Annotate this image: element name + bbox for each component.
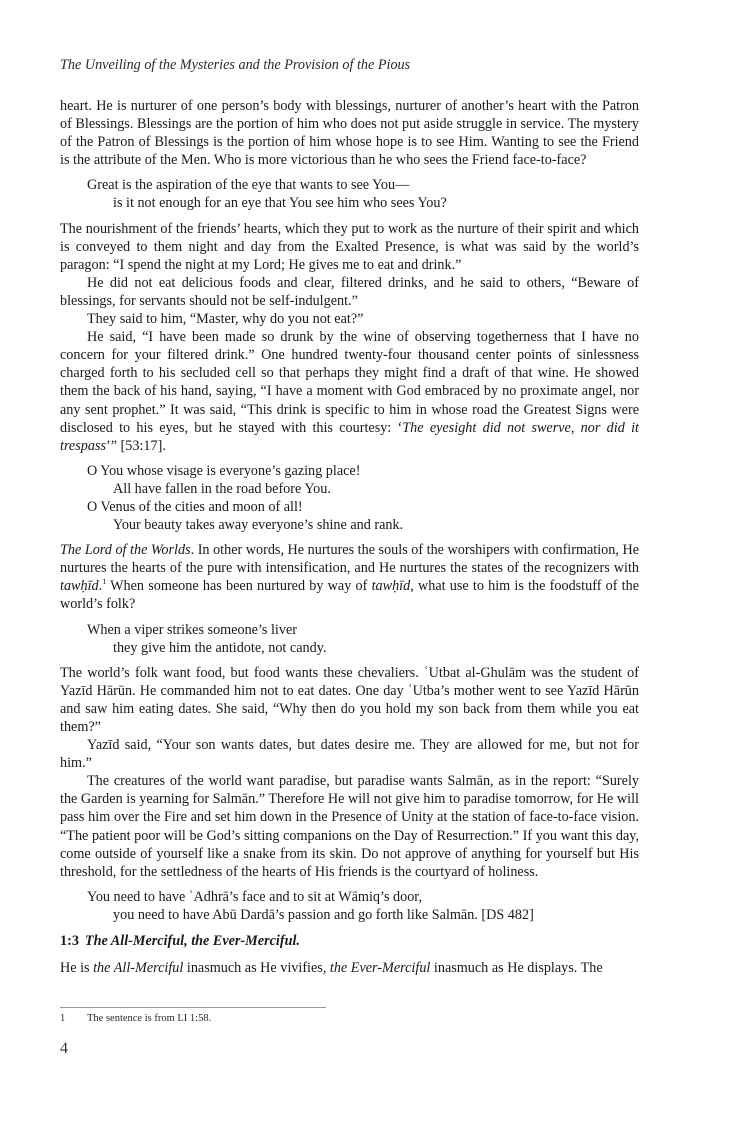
paragraph: Yazīd said, “Your son wants dates, but dates desire me. They are allowed for me, but not for him.”: [60, 737, 639, 772]
term: the Ever-Merciful: [329, 960, 431, 977]
verse-block: [87, 888, 639, 924]
footnote-number: 1: [60, 1013, 66, 1024]
footnote-reference[interactable]: 1: [102, 577, 107, 587]
section-title: The All-Merciful, the Ever-Merciful.: [84, 933, 300, 950]
section-heading: [60, 932, 639, 950]
verse-line-continuation: they give him the antidote, not candy.: [113, 639, 327, 656]
quran-quote: The eyesight did not swerve, nor did it trespass: [60, 419, 639, 454]
footnote-divider: [60, 1007, 326, 1008]
verse-line-continuation: you need to have Abū Dardā’s passion and go forth like Salmān. [DS 482]: [113, 906, 534, 923]
verse-line: Great is the aspiration of the eye that wants to see You—: [87, 177, 410, 194]
term: tawḥīd: [60, 578, 99, 595]
text-run: He is: [60, 960, 94, 977]
running-header: The Unveiling of the Mysteries and the Provision of the Pious: [60, 57, 411, 73]
text-run: ’” [53:17].: [105, 437, 166, 454]
verse-block: [87, 462, 639, 534]
text-run: inasmuch as He vivifies,: [183, 960, 330, 977]
text-run: When someone has been nurtured by way of: [106, 578, 372, 595]
paragraph: He did not eat delicious foods and clear, filtered drinks, and he said to others, “Beware of blessings, for servants should not be self-indulgent.”: [60, 274, 639, 309]
text-run: inasmuch as He displays. The: [430, 960, 603, 977]
paragraph: The world’s folk want food, but food wants these chevaliers. ʿUtbat al-Ghulām was the student of Yazīd Hārūn. He commanded him not to eat dates. One day ʿUtba’s mother went to see Yazīd Hārūn and saw him eating dates. She said, “Why then do you hold my son back from them while you eat them?”: [60, 664, 639, 735]
paragraph: The creatures of the world want paradise, but paradise wants Salmān, as in the report: “Surely the Garden is yearning for Salmān.” Therefore He will not give him to paradise tomorrow, for He will pass him over the Fire and set him down in the Presence of Unity at the station of face-to-face vision. “The patient poor will be God’s sitting companions on the Day of Resurrection.” If you want this day, come outside of yourself like a snake from its skin. Do not approve of anything for yourself but His threshold, for the settledness of the hearts of His friends is the courtyard of holiness.: [60, 773, 639, 880]
verse-line-continuation: Your beauty takes away everyone’s shine and rank.: [113, 517, 404, 534]
term: the All-Merciful: [93, 960, 184, 977]
page-number: 4: [60, 1040, 68, 1057]
paragraph: The nourishment of the friends’ hearts, which they put to work as the nurture of their spirit and which is conveyed to them night and day from the Exalted Presence, is what was said by the world’s paragon: “I spend the night at my Lord; He gives me to eat and drink.”: [60, 220, 639, 273]
italic-lead: The Lord of the Worlds: [60, 542, 191, 559]
verse-line: When a viper strikes someone’s liver: [87, 621, 297, 638]
verse-block: [87, 176, 639, 212]
verse-line-continuation: is it not enough for an eye that You see him who sees You?: [113, 195, 447, 212]
text-run: , what use to him is the foodstuff of the world’s folk?: [60, 578, 639, 613]
text-run: . In other words, He nurtures the souls of the worshipers with confirmation, He nurtures the hearts of the pure with intensification, and He nurtures the states of the recognizers with: [60, 542, 639, 577]
verse-line-continuation: All have fallen in the road before You.: [113, 480, 331, 497]
footnote-text: The sentence is from LI 1:58.: [87, 1013, 212, 1024]
section-number: 1:3: [60, 933, 79, 950]
verse-line: O You whose visage is everyone’s gazing place!: [87, 462, 361, 479]
page-body: [60, 97, 639, 977]
paragraph: [60, 541, 639, 613]
text-run: He said, “I have been made so drunk by the wine of observing togetherness that I have no concern for your filtered drink.” One hundred twenty-four thousand center points of sinlessness charged forth to his secluded cell so that perhaps they might find a draft of that wine. He showed them the back of his hand, saying, “I have a moment with God embraced by no proximate angel, nor any sent prophet.” It was said, “This drink is specific to him in whose road the Greatest Signs were disclosed to his eyes, but he stayed with this courtesy: ‘: [60, 329, 639, 436]
verse-line: O Venus of the cities and moon of all!: [87, 498, 303, 515]
paragraph: They said to him, “Master, why do you not eat?”: [87, 311, 364, 328]
verse-line: You need to have ʿAdhrā’s face and to sit at Wāmiq’s door,: [87, 888, 422, 905]
footnote: [60, 1012, 211, 1026]
paragraph: [60, 959, 639, 977]
paragraph: [60, 328, 639, 455]
verse-block: [87, 621, 639, 657]
term: tawḥīd: [371, 578, 411, 595]
paragraph: heart. He is nurturer of one person’s body with blessings, nurturer of another’s heart with the Patron of Blessings. Blessings are the portion of him who does not put aside struggle in service. The mystery of the Patron of Blessings is the portion of him whose hope is to see Him. Wanting to see the Friend is the attribute of the Men. Who is more victorious than he who sees the Friend face-to-face?: [60, 98, 639, 169]
text-run: .: [98, 578, 103, 595]
